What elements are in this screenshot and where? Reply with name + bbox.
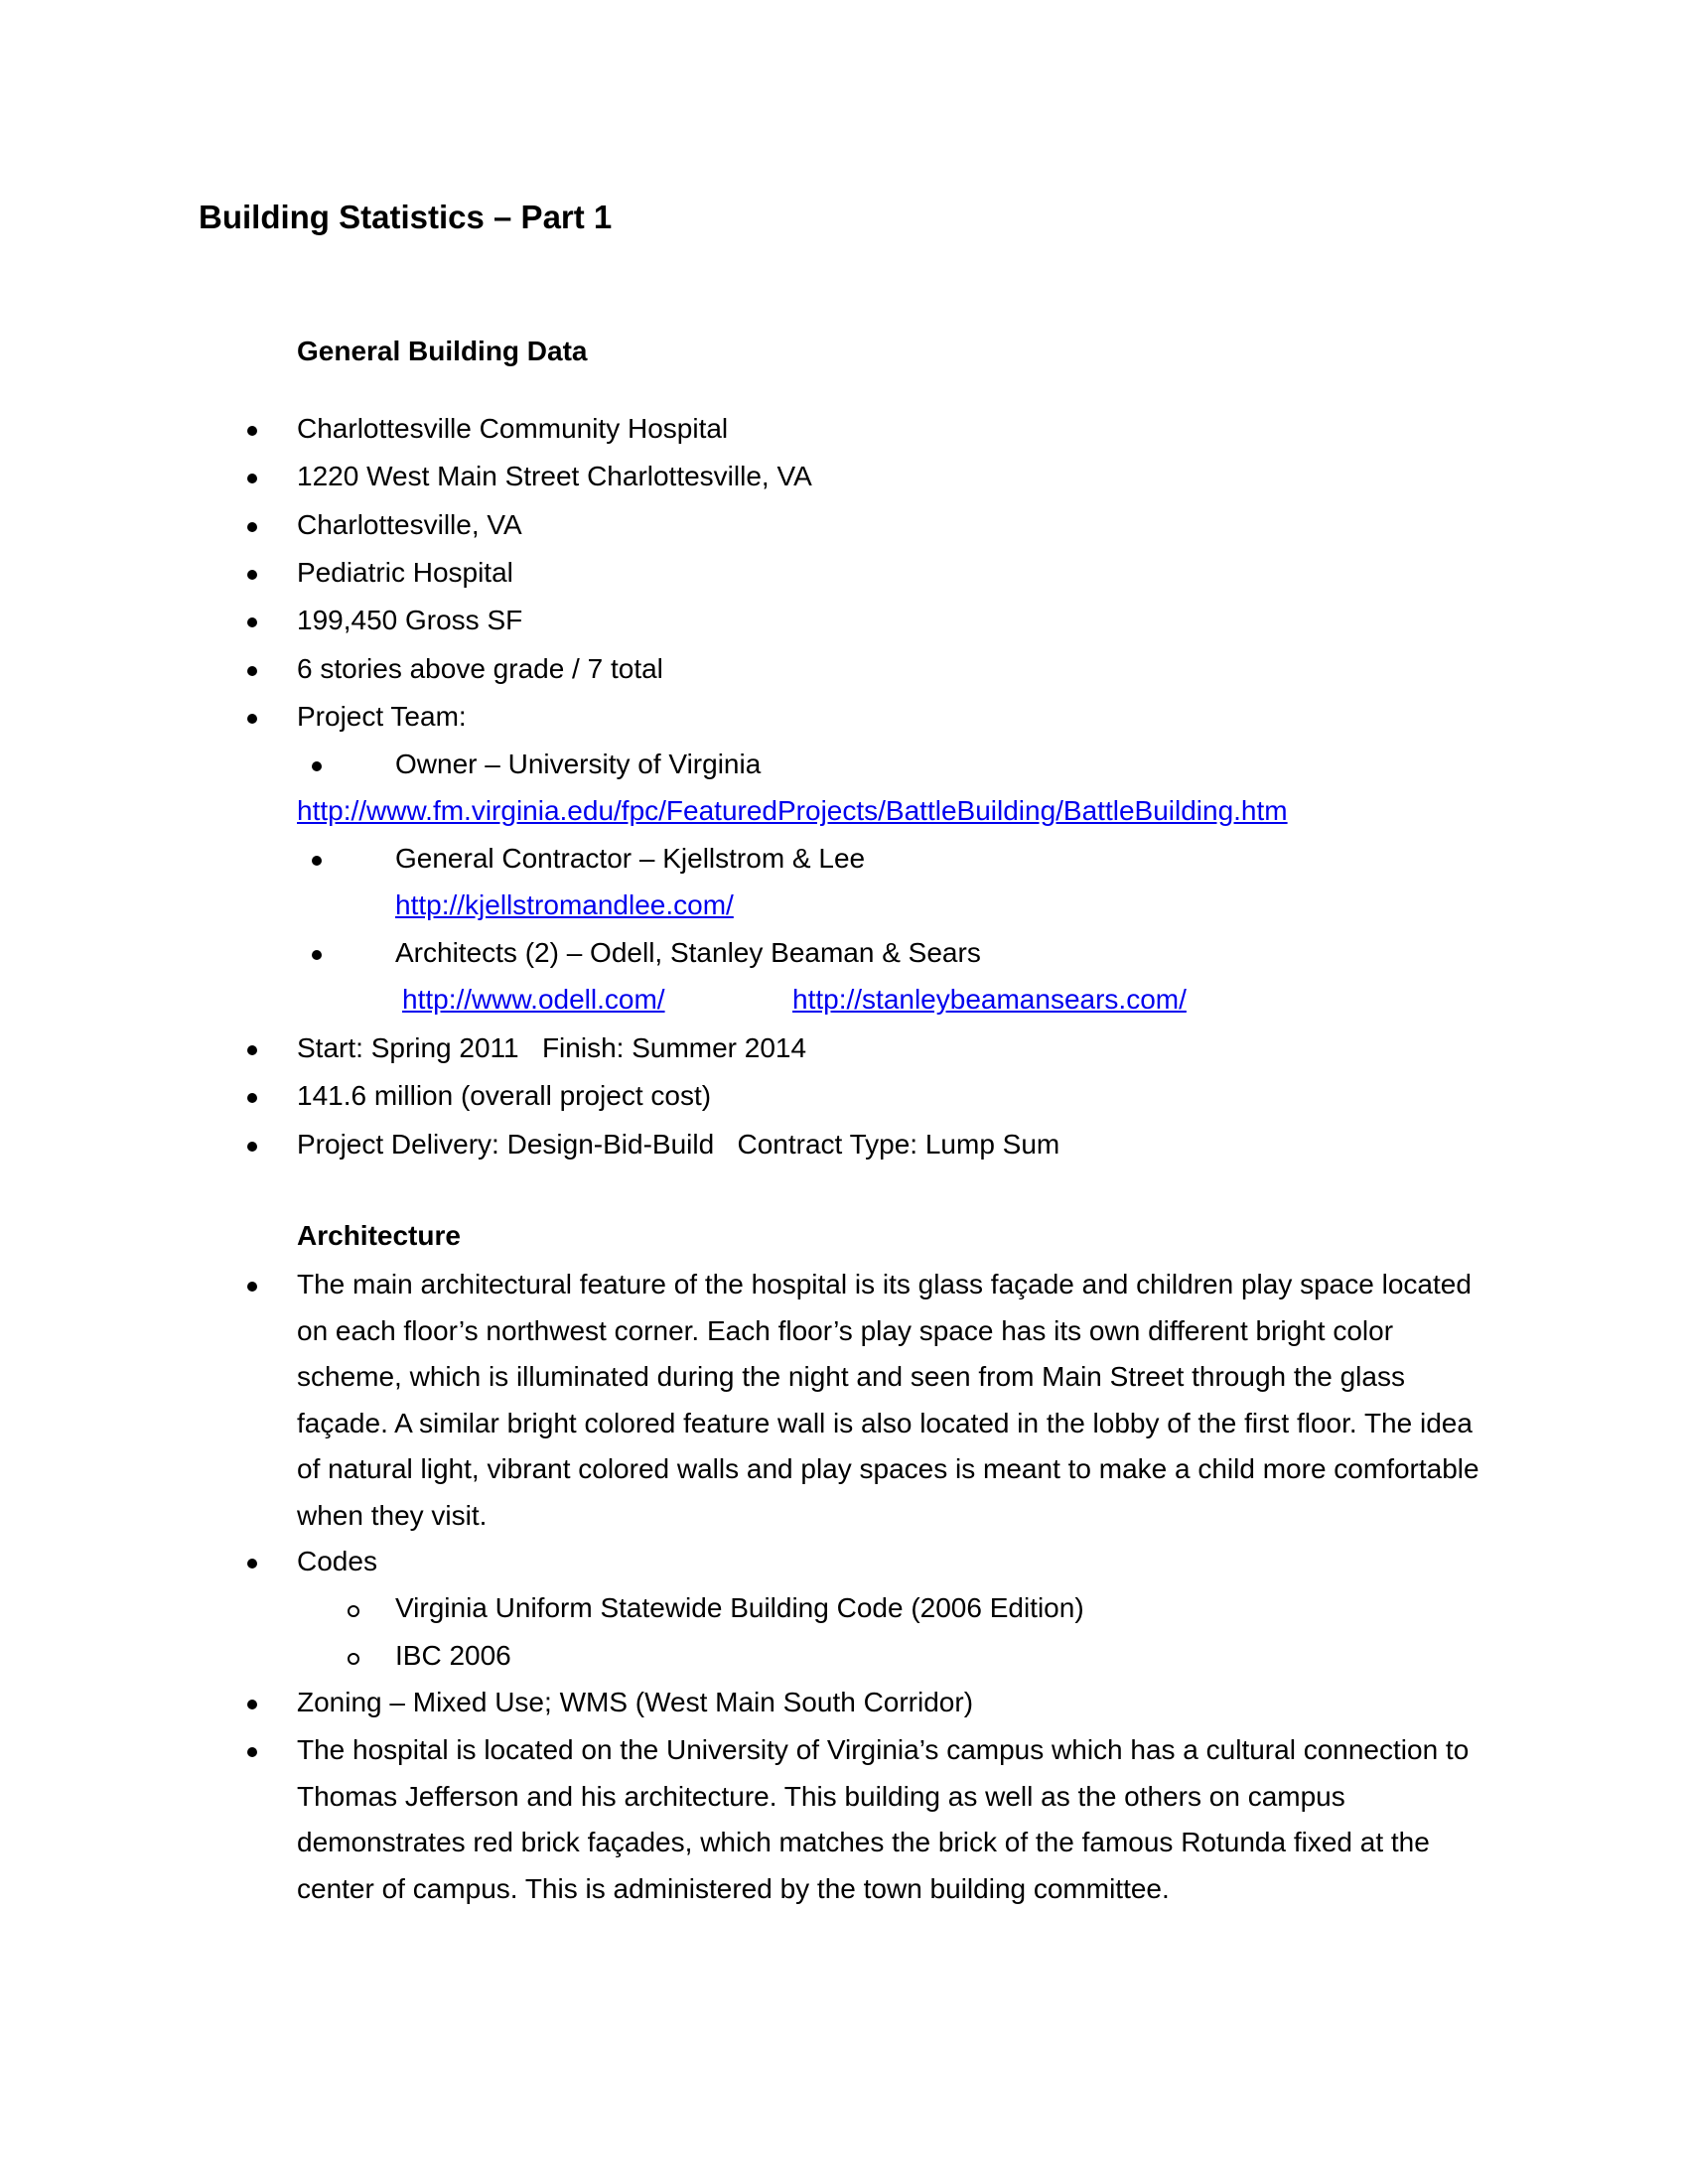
page-title: Building Statistics – Part 1 xyxy=(199,199,613,235)
bullet xyxy=(247,617,257,627)
gc-link[interactable]: http://kjellstromandlee.com/ xyxy=(395,889,734,920)
team-owner: Owner – University of Virginia xyxy=(395,749,762,779)
team-architects: Architects (2) – Odell, Stanley Beaman & Sears xyxy=(395,937,981,968)
code-item: Virginia Uniform Statewide Building Code (2006 Edition) xyxy=(395,1592,1084,1623)
owner-link[interactable]: http://www.fm.virginia.edu/fpc/FeaturedProjects/BattleBuilding/BattleBuilding.htm xyxy=(297,795,1288,826)
bullet xyxy=(312,761,322,771)
list-item: 6 stories above grade / 7 total xyxy=(297,653,663,684)
sub-bullet xyxy=(348,1605,359,1617)
sub-bullet xyxy=(348,1653,359,1665)
bullet xyxy=(247,666,257,676)
bullet xyxy=(247,1282,257,1292)
odell-link[interactable]: http://www.odell.com/ xyxy=(402,984,665,1015)
bullet xyxy=(312,856,322,866)
list-item: 1220 West Main Street Charlottesville, VA xyxy=(297,461,812,491)
codes-label: Codes xyxy=(297,1546,377,1576)
stanley-beaman-sears-link[interactable]: http://stanleybeamansears.com/ xyxy=(792,984,1187,1015)
list-item: Charlottesville Community Hospital xyxy=(297,413,729,444)
list-item: Pediatric Hospital xyxy=(297,557,513,588)
list-item: 141.6 million (overall project cost) xyxy=(297,1080,712,1111)
bullet xyxy=(247,1747,257,1757)
list-item: 199,450 Gross SF xyxy=(297,605,523,635)
bullet xyxy=(247,714,257,724)
architecture-feature-paragraph: The main architectural feature of the hospital is its glass façade and children play space located on each floor’s northwest corner. Each floor’s play space has its own different bright color scheme, which is illuminated during the night and seen from Main Street through the glass façade. A similar bright colored feature wall is also located in the lobby of the first floor. The idea of natural light, vibrant colored walls and play spaces is meant to make a child more comfortable when they visit. xyxy=(297,1269,1479,1531)
bullet xyxy=(247,1142,257,1152)
bullet xyxy=(247,522,257,532)
team-general-contractor: General Contractor – Kjellstrom & Lee xyxy=(395,843,866,874)
general-building-data-heading: General Building Data xyxy=(297,336,588,366)
list-item: Charlottesville, VA xyxy=(297,509,522,540)
bullet xyxy=(247,1700,257,1709)
list-item: Project Team: xyxy=(297,701,467,732)
architecture-heading: Architecture xyxy=(297,1220,461,1251)
bullet xyxy=(247,474,257,483)
bullet xyxy=(312,950,322,960)
campus-paragraph: The hospital is located on the University of Virginia’s campus which has a cultural connection to Thomas Jefferson and his architecture. This building as well as the others on campus demonstrates red brick façades, which matches the brick of the famous Rotunda fixed at the center of campus. This is administered by the town building committee. xyxy=(297,1734,1470,1904)
bullet xyxy=(247,1045,257,1055)
zoning-item: Zoning – Mixed Use; WMS (West Main South Corridor) xyxy=(297,1687,974,1717)
bullet xyxy=(247,1559,257,1569)
bullet xyxy=(247,426,257,436)
list-item: Start: Spring 2011 Finish: Summer 2014 xyxy=(297,1032,807,1063)
bullet xyxy=(247,570,257,580)
bullet xyxy=(247,1093,257,1103)
list-item: Project Delivery: Design-Bid-Build Contract Type: Lump Sum xyxy=(297,1129,1060,1160)
code-item: IBC 2006 xyxy=(395,1640,511,1671)
